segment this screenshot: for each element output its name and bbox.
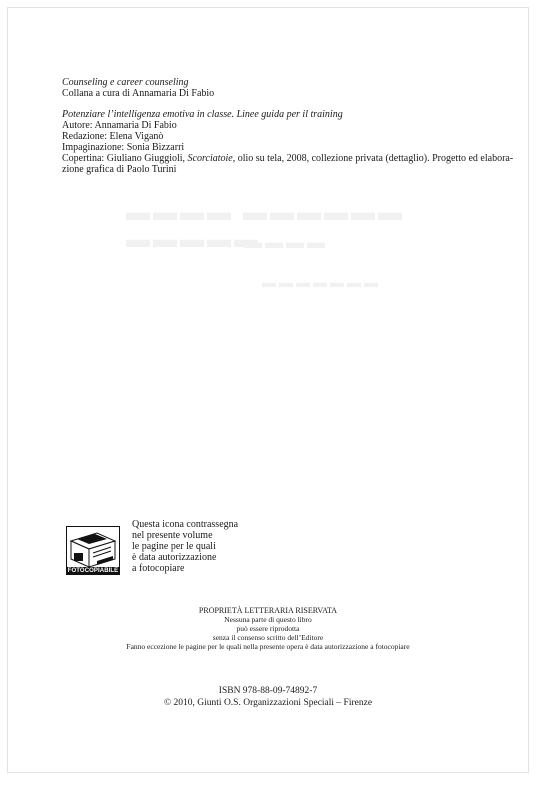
series-info <box>62 77 214 99</box>
copyright-page <box>8 8 528 772</box>
rights-title: PROPRIETÀ LETTERARIA RISERVATA <box>198 606 338 615</box>
rights-notice <box>8 606 528 651</box>
notice-line: a fotocopiare <box>132 563 185 574</box>
cover-credit-prefix: Copertina: Giuliano Giuggioli, <box>62 153 188 164</box>
notice-line: nel presente volume <box>132 530 213 541</box>
series-editor: Collana a cura di Annamaria Di Fabio <box>62 88 215 99</box>
book-title: Potenziare l’intelligenza emotiva in classe. Linee guida per il training <box>62 109 343 120</box>
photocopy-machine-icon <box>66 526 120 572</box>
series-title: Counseling e career counseling <box>62 77 189 88</box>
copyright-line: © 2010, Giunti O.S. Organizzazioni Speciali – Firenze <box>163 698 373 708</box>
notice-line: Questa icona contrassegna <box>132 519 239 530</box>
rights-line: può essere riprodotta <box>236 624 300 633</box>
show-through-text: ▬▬▬▬ <box>244 232 328 252</box>
publisher-info <box>8 685 528 709</box>
photocopy-notice-text <box>132 519 238 574</box>
show-through-text: ▬▬▬▬ ▬▬▬▬▬▬ ▬▬▬▬▬ <box>126 200 405 253</box>
show-through-text: ▬▬▬▬▬▬▬ <box>262 276 381 291</box>
layout-credit: Impaginazione: Sonia Bizzarri <box>62 142 185 153</box>
notice-line: le pagine per le quali <box>132 541 216 552</box>
rights-line: Fanno eccezione le pagine per le quali nella presente opera è data autorizzazione a fotocopiare <box>126 642 410 651</box>
cover-credit <box>62 153 513 164</box>
photocopy-label: FOTOCOPIABILE <box>67 568 119 574</box>
rights-line: Nessuna parte di questo libro <box>224 615 312 624</box>
credits-info <box>62 109 513 175</box>
editing-credit: Redazione: Elena Viganò <box>62 131 164 142</box>
author-credit: Autore: Annamaria Di Fabio <box>62 120 177 131</box>
notice-line: è data autorizzazione <box>132 552 217 563</box>
cover-work-title: Scorciatoie <box>187 153 233 164</box>
rights-line: senza il consenso scritto dell’Editore <box>212 633 324 642</box>
cover-credit-suffix: , olio su tela, 2008, collezione privata (dettaglio). Progetto ed elabora- <box>232 153 514 164</box>
isbn-number: ISBN 978-88-09-74892-7 <box>218 686 318 696</box>
cover-credit-line2: zione grafica di Paolo Turini <box>62 164 177 175</box>
